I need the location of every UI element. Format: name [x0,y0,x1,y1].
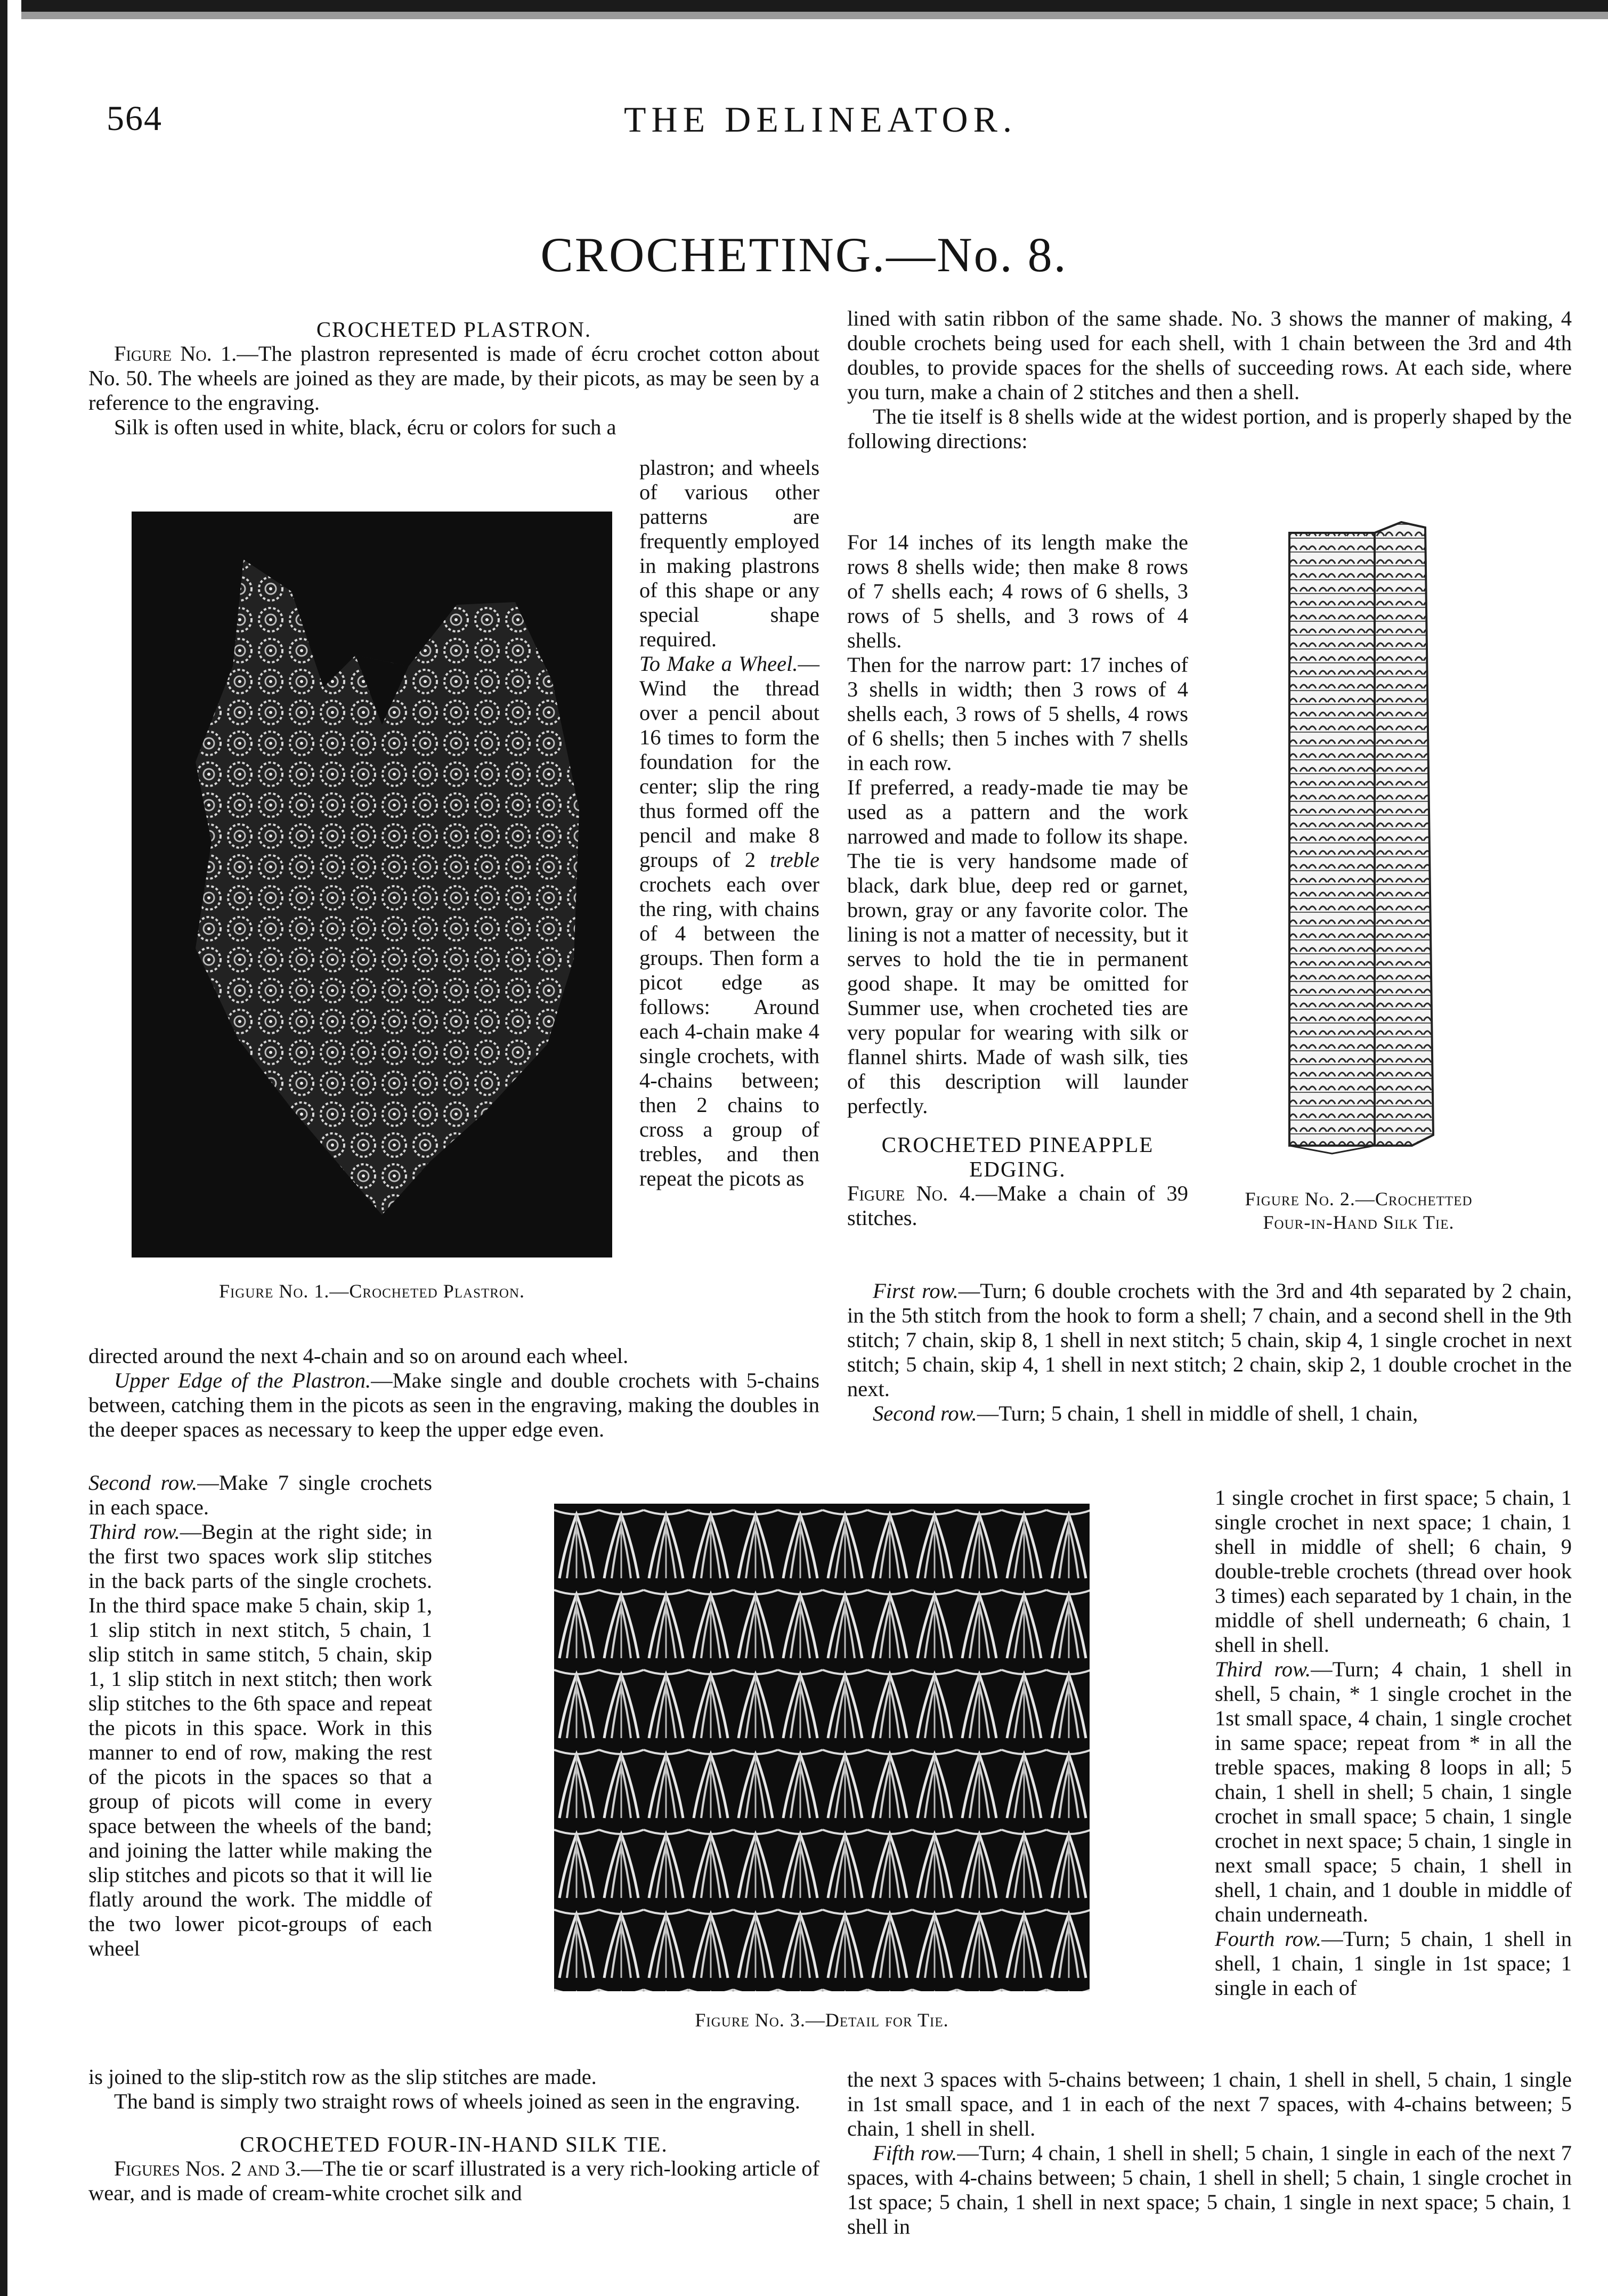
fifth-row-paragraph [847,2141,1572,2239]
tie-p1-text: —The tie or scarf illustrated is a very rich-looking article of wear, and is made of cream-white crochet silk and [88,2156,819,2205]
fifth-row-text: —Turn; 4 chain, 1 shell in shell; 5 chain, 1 single in each of the next 7 spaces, with 4-chains between; 5 chain, 1 shell in shell; 5 chain, 1 single crochet in 1st space; 5 chain, 1 shell in next space; 5 chain, 1 single in next space; 5 chain, 1 shell in [847,2141,1572,2238]
plastron-paragraph-1 [88,342,819,415]
second-row-paragraph-a [847,1401,1572,1426]
plastron-heading: CROCHETED PLASTRON. [316,317,592,342]
wheel-text: —Wind the thread over a pencil about 16 times to form the foundation for the center; slip the ring thus formed off the pencil and make 8 groups of 2 [639,652,819,872]
fourth-row-text-a: —Turn; 5 chain, 1 shell in shell, 1 chain, 1 single in 1st space; 1 single in each of [1215,1927,1572,2000]
second-row-lead: Second row. [88,1471,198,1495]
fifth-row-lead: Fifth row. [873,2141,957,2165]
upper-edge-lead: Upper Edge of the Plastron. [114,1368,371,1392]
page-header [85,99,1556,147]
first-row-text: —Turn; 6 double crochets with the 3rd and 4th separated by 2 chain, in the 5th stitch from the hook to form a shell; 7 chain, and a second shell in the 9th stitch; 7 chain, skip 8, 1 shell in next stitch; 5 chain, skip 4, 1 single crochet in next stitch; 5 chain, skip 4, 1 shell in next stitch; 2 chain, skip 2, 1 double crochet in the next. [847,1279,1572,1401]
page-title: CROCHETING.—No. 8. [540,228,1068,282]
tie-paragraph-5: If preferred, a ready-made tie may be used as a pattern and the work narrowed and made to follow its shape. The tie is very handsome made of black, dark blue, deep red or garnet, brown, gray or any favorite color. The lining is not a matter of necessity, but it serves to hold the tie in permanent good shape. It may be omitted for Summer use, when crocheted ties are very popular for wearing with silk or flannel shirts. Made of wash silk, ties of this description will launder perfectly. [847,775,1188,1118]
running-head: THE DELINEATOR. [624,99,1017,140]
page-top-edge-gray [21,12,1608,19]
pineapple-rows [847,1279,1572,1426]
figure-3-caption: Figure No. 3.—Detail for Tie. [695,2009,949,2031]
fourth-row-lead: Fourth row. [1215,1927,1322,1951]
plastron-paragraph-2: Silk is often used in white, black, écru or colors for such a [114,415,616,439]
upper-edge-text: —Make single and double crochets with 5-chains between, catching them in the picots as seen in the engraving, making the doubles in the deeper spaces as necessary to keep the upper edge even. [88,1368,819,1441]
third-row-paragraph [88,1520,432,1961]
pineapple-third-lead: Third row. [1215,1657,1311,1681]
band-paragraph: The band is simply two straight rows of wheels joined as seen in the engraving. [114,2089,800,2113]
tie-narrow-text [847,530,1188,1230]
tie-column-top [847,306,1572,453]
third-row-text: —Begin at the right side; in the first two spaces work slip stitches in the back parts of the single crochets. In the third space make 5 chain, skip 1, 1 slip stitch in next stitch, 5 chain, 1 slip stitch in same stitch, 5 chain, skip 1, 1 slip stitch in next stitch; then work slip stitches to the 6th space and repeat the picots in this space. Work in this manner to end of row, making the rest of the picots in the spaces so that a group of picots will come in every space between the wheels of the band; and joining the latter while making the slip stitches and picots so that it will lie flatly around the work. The middle of the two lower picot-groups of each wheel [88,1520,432,1960]
page-number: 564 [107,99,163,138]
plastron-intro [88,317,819,440]
tie-paragraph-2: The tie itself is 8 shells wide at the widest portion, and is properly shaped by the following directions: [847,404,1572,453]
upper-edge-paragraph [88,1368,819,1442]
pineapple-second-text-b: 1 single crochet in first space; 5 chain, 1 single crochet in next space; 1 chain, 1 shell in middle of shell; 6 chain, 9 double-treble crochets (thread over hook 3 times) each separated by 1 chain, in the middle of shell underneath; 6 chain, 1 shell in shell. [1215,1486,1572,1657]
pineapple-narrow-rows [1215,1486,1572,2000]
second-row-text: —Make 7 single crochets in each space. [88,1471,433,1519]
plastron-rows-text [88,1471,432,1961]
page-edge-shadow [0,0,31,2296]
wheel-instructions [639,652,819,1191]
plastron-bottom [88,2065,819,2205]
fourth-row-paragraph [1215,1927,1572,2000]
fig4-reference: Figure No. 4. [847,1181,976,1205]
fig1-reference: Figure No. 1. [114,342,237,366]
third-row-paragraph-pineapple [1215,1657,1572,1927]
pineapple-heading-2: EDGING. [969,1157,1066,1181]
figure-1-caption: Figure No. 1.—Crocheted Plastron. [218,1280,525,1302]
plastron-continuation [88,1344,819,1442]
treble-word: treble [770,848,819,872]
fourth-row-text-b: the next 3 spaces with 5-chains between; 1 chain, 1 shell in shell, 5 chain, 1 single in 1st small space, and 1 in each of the next 7 spaces, with 4-chains between; 5 chain, 1 shell in shell. [847,2067,1572,2140]
plastron-illustration [132,512,612,1257]
tie-detail-illustration [554,1504,1090,1991]
plastron-narrow-text [639,456,819,1191]
figure-2-caption [1220,1187,1497,1234]
second-row-paragraph [88,1471,432,1520]
pineapple-second-text-a: —Turn; 5 chain, 1 shell in middle of shell, 1 chain, [977,1401,1418,1425]
pineapple-bottom [847,2067,1572,2239]
pineapple-paragraph-1 [847,1181,1188,1230]
page-top-edge [21,0,1608,12]
wheel-text-2: crochets each over the ring, with chains of 4 between the groups. Then form a picot edge as follows: Around each 4-chain make 4 single crochets, with 4-chains between; then 2 chains to cross a group of trebles, and then repeat the picots as [639,872,819,1190]
fig2-3-reference: Figures Nos. 2 and 3. [114,2156,302,2180]
pineapple-p1-text: —Make a chain of 39 stitches. [847,1181,1188,1230]
pineapple-second-lead: Second row. [873,1401,977,1425]
figure-2-caption-line-1: Figure No. 2.—Crochetted [1245,1188,1473,1210]
figure-3-tie-detail [554,1504,1090,1991]
wheel-lead: To Make a Wheel. [639,652,798,676]
first-row-lead: First row. [873,1279,959,1303]
figure-1-plastron [132,512,612,1257]
silk-tie-illustration [1241,512,1471,1156]
first-row-paragraph [847,1279,1572,1401]
tie-paragraph-4: Then for the narrow part: 17 inches of 3 shells in width; then 3 rows of 4 shells each, 3 rows of 5 shells, 4 rows of 6 shells; then 5 inches with 7 shells in each row. [847,653,1188,775]
tie-paragraph-1 [88,2156,819,2205]
plastron-p1-text: —The plastron represented is made of écru crochet cotton about No. 50. The wheels are joined as they are made, by their picots, as may be seen by a reference to the engraving. [88,342,819,415]
plastron-continue: directed around the next 4-chain and so on around each wheel. [88,1344,629,1368]
pineapple-heading-1: CROCHETED PINEAPPLE [881,1132,1154,1157]
plastron-joined: is joined to the slip-stitch row as the slip stitches are made. [88,2065,597,2089]
third-row-lead: Third row. [88,1520,180,1544]
figure-2-tie [1241,512,1471,1156]
tie-paragraph-3: For 14 inches of its length make the rows 8 shells wide; then make 8 rows of 7 shells each; 4 rows of 6 shells, 3 rows of 5 shells, and 3 rows of 4 shells. [847,530,1188,652]
figure-2-caption-line-2: Four-in-Hand Silk Tie. [1263,1212,1455,1233]
pineapple-third-text: —Turn; 4 chain, 1 shell in shell, 5 chain, * 1 single crochet in the 1st small space, 4 chain, 1 single crochet in same space; repeat from * in all the treble spaces, making 8 loops in all; 5 chain, 1 shell in shell; 5 chain, 1 single crochet in small space; 5 chain, 1 single crochet in next space; 5 chain, 1 single in next small space; 5 chain, 1 shell in shell, 1 chain, and 1 double in middle of chain underneath. [1215,1657,1572,1926]
tie-paragraph-cont: lined with satin ribbon of the same shade. No. 3 shows the manner of making, 4 double crochets being used for each shell, with 1 chain between the 3rd and 4th doubles, to provide spaces for the shells of succeeding rows. At each side, where you turn, make a chain of 2 stitches and then a shell. [847,306,1572,404]
plastron-beside-figure: plastron; and wheels of various other patterns are frequently employed in making plastrons of this shape or any special shape required. [639,456,819,651]
tie-heading: CROCHETED FOUR-IN-HAND SILK TIE. [240,2132,668,2156]
